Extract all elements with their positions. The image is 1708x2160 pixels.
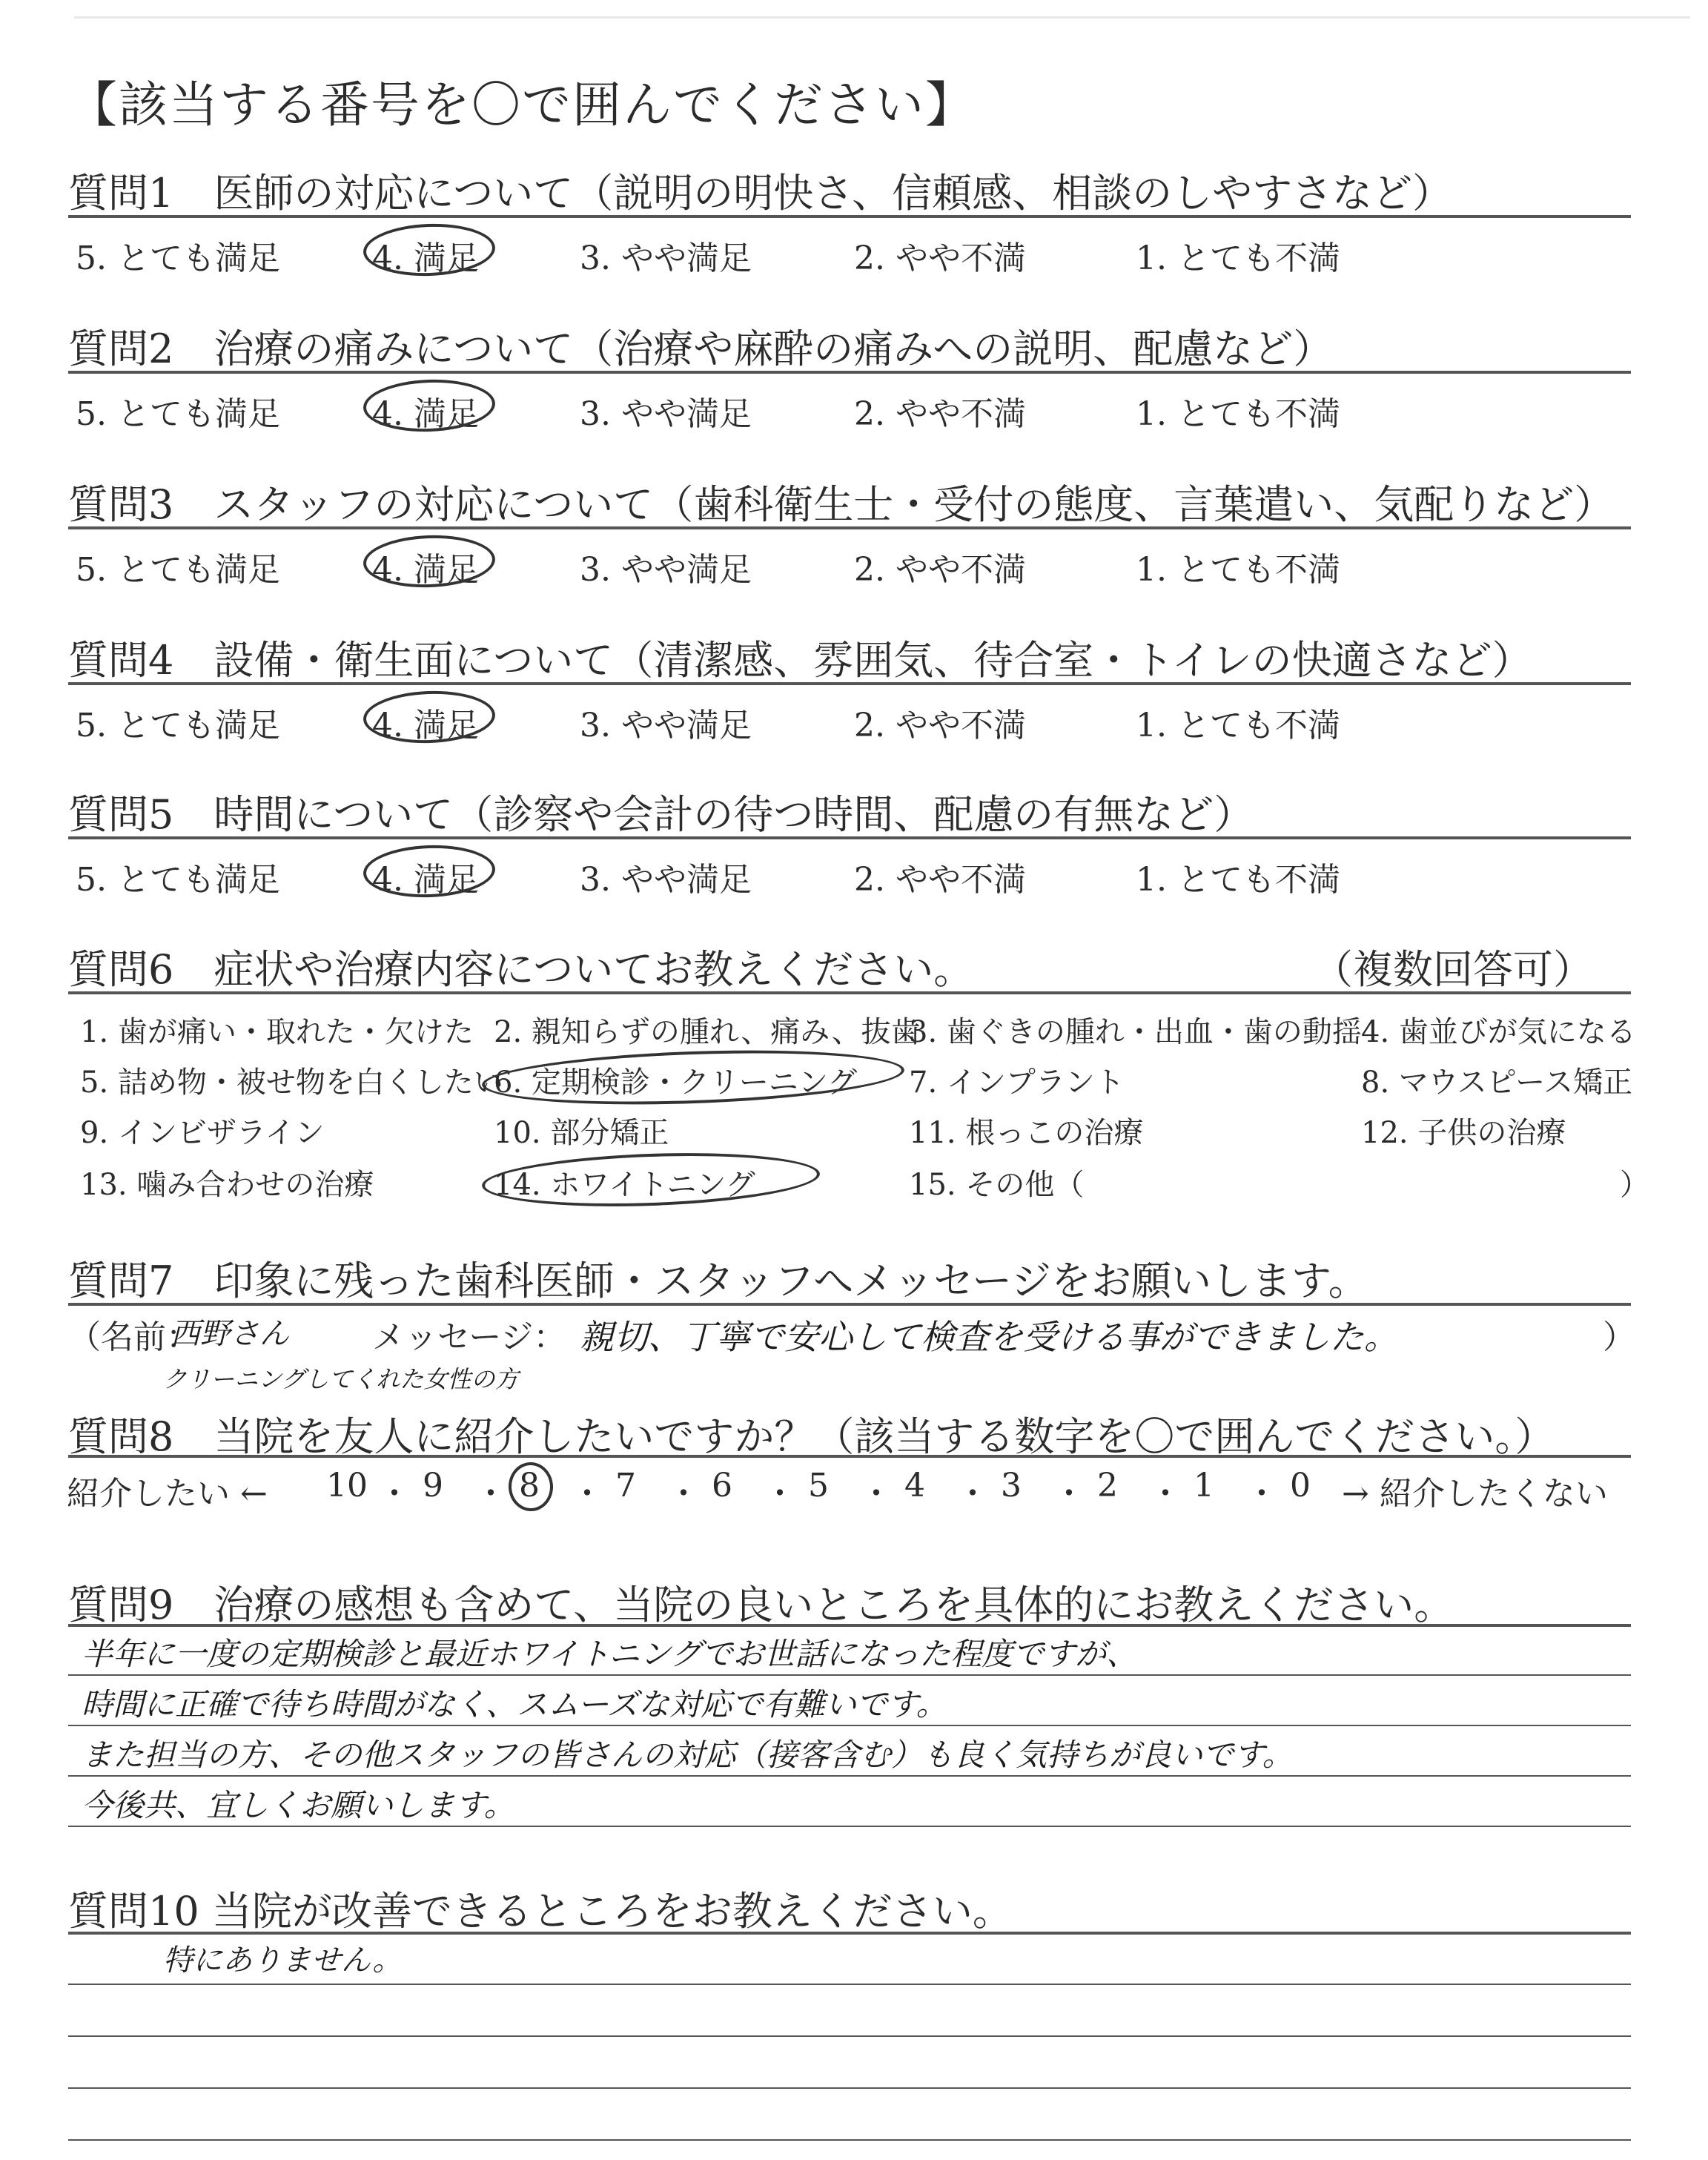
q2-rule	[68, 371, 1631, 374]
q10-answer-rule	[68, 2087, 1631, 2089]
q6-option-1[interactable]: 1. 歯が痛い・取れた・欠けた	[80, 1015, 474, 1049]
q4-options	[68, 690, 1631, 742]
q6-option-8[interactable]: 8. マウスピース矯正	[1361, 1066, 1633, 1100]
q4-option-3[interactable]: 3. やや満足	[580, 707, 752, 744]
q9-answer-line-4: 今後共、宜しくお願いします。	[82, 1787, 515, 1823]
q2-title: 質問2 治療の痛みについて（治療や麻酔の痛みへの説明、配慮など）	[68, 326, 1334, 372]
q1-title: 質問1 医師の対応について（説明の明快さ、信頼感、相談のしやすさなど）	[68, 170, 1453, 217]
q6-option-16: ）	[1620, 1168, 1649, 1202]
q1-rule	[68, 215, 1631, 218]
q6-option-11[interactable]: 11. 根っこの治療	[909, 1116, 1144, 1150]
q8-number-3[interactable]: 3	[1001, 1467, 1022, 1505]
q4-option-5[interactable]: 5. とても満足	[76, 707, 280, 744]
q6-option-14[interactable]: 14. ホワイトニング	[494, 1168, 755, 1202]
q8-number-1[interactable]: 1	[1194, 1467, 1214, 1505]
q5-option-1[interactable]: 1. とても不満	[1136, 861, 1340, 899]
q1-option-4[interactable]: 4. 満足	[372, 240, 479, 277]
q6-rule	[68, 991, 1631, 994]
q3-option-3[interactable]: 3. やや満足	[580, 551, 752, 589]
q2-options	[68, 378, 1631, 433]
q8-separator: ・	[860, 1475, 893, 1513]
q9-answer-line-1: 半年に一度の定期検診と最近ホワイトニングでお世話になった程度ですが、	[82, 1636, 1138, 1672]
q8-separator: ・	[571, 1475, 603, 1513]
q1-option-1[interactable]: 1. とても不満	[1136, 240, 1340, 277]
q8-right-label: → 紹介したくない	[1342, 1475, 1608, 1513]
q6-option-9[interactable]: 9. インビザライン	[80, 1116, 325, 1150]
q3-title: 質問3 スタッフの対応について（歯科衛生士・受付の態度、言葉遣い、気配りなど）	[68, 481, 1615, 528]
q6-note: （複数回答可）	[1313, 946, 1593, 993]
q8-separator: ・	[1053, 1475, 1085, 1513]
q7-name-label: （名前：	[68, 1318, 199, 1356]
q7-name-value: 西野さん	[171, 1317, 289, 1351]
q8-number-2[interactable]: 2	[1097, 1467, 1118, 1505]
q8-number-5[interactable]: 5	[808, 1467, 829, 1505]
q8-number-7[interactable]: 7	[615, 1467, 636, 1505]
selection-circle	[508, 1462, 554, 1512]
q2-option-1[interactable]: 1. とても不満	[1136, 395, 1340, 433]
q10-rule	[68, 1932, 1631, 1935]
q5-option-4[interactable]: 4. 満足	[372, 861, 479, 899]
q3-option-4[interactable]: 4. 満足	[372, 551, 479, 589]
q8-separator: ・	[1245, 1475, 1278, 1513]
page-title: 【該当する番号を〇で囲んでください】	[68, 76, 976, 133]
q8-left-label: 紹介したい ←	[67, 1475, 268, 1513]
q3-option-1[interactable]: 1. とても不満	[1136, 551, 1340, 589]
q8-number-8[interactable]: 8	[519, 1467, 540, 1505]
q8-separator: ・	[956, 1475, 989, 1513]
q4-title: 質問4 設備・衛生面について（清潔感、雰囲気、待合室・トイレの快適さなど）	[68, 637, 1532, 684]
q7-message-value: 親切、丁寧で安心して検査を受ける事ができました。	[580, 1317, 1398, 1357]
q9-answer-rule	[68, 1674, 1631, 1676]
q6-option-15[interactable]: 15. その他（	[909, 1168, 1085, 1202]
q8-title: 質問8 当院を友人に紹介したいですか？（該当する数字を〇で囲んでください。）	[68, 1413, 1555, 1460]
q5-option-2[interactable]: 2. やや不満	[854, 861, 1026, 899]
q5-title: 質問5 時間について（診察や会計の待つ時間、配慮の有無など）	[68, 791, 1254, 838]
q4-rule	[68, 682, 1631, 685]
q8-rule	[68, 1455, 1631, 1458]
q5-options	[68, 844, 1631, 899]
q9-answer-line-3: また担当の方、その他スタッフの皆さんの対応（接客含む）も良く気持ちが良いです。	[82, 1737, 1294, 1773]
q1-option-3[interactable]: 3. やや満足	[580, 240, 752, 277]
q8-number-6[interactable]: 6	[712, 1467, 732, 1505]
q6-option-2[interactable]: 2. 親知らずの腫れ、痛み、抜歯	[494, 1015, 921, 1049]
selection-circle	[481, 1148, 821, 1212]
q10-answer-rule	[68, 2139, 1631, 2141]
top-border	[74, 16, 1690, 19]
q8-separator: ・	[667, 1475, 700, 1513]
q2-option-4[interactable]: 4. 満足	[372, 395, 479, 433]
q6-option-5[interactable]: 5. 詰め物・被せ物を白くしたい	[80, 1066, 503, 1100]
q3-option-2[interactable]: 2. やや不満	[854, 551, 1026, 589]
q1-option-2[interactable]: 2. やや不満	[854, 240, 1026, 277]
q8-separator: ・	[764, 1475, 796, 1513]
q1-option-5[interactable]: 5. とても満足	[76, 240, 280, 277]
q10-answer-rule	[68, 1984, 1631, 1985]
q4-option-4[interactable]: 4. 満足	[372, 707, 479, 744]
q3-options	[68, 534, 1631, 589]
q8-number-0[interactable]: 0	[1290, 1467, 1311, 1505]
q6-option-7[interactable]: 7. インプラント	[909, 1066, 1125, 1100]
q6-option-6[interactable]: 6. 定期検診・クリーニング	[494, 1066, 858, 1100]
q1-options	[68, 222, 1631, 277]
q6-option-3[interactable]: 3. 歯ぐきの腫れ・出血・歯の動揺	[909, 1015, 1362, 1049]
q6-option-13[interactable]: 13. 噛み合わせの治療	[80, 1168, 374, 1202]
q10-answer-line-1: 特にありません。	[163, 1943, 403, 1978]
q3-option-5[interactable]: 5. とても満足	[76, 551, 280, 589]
q10-answer-rule	[68, 2035, 1631, 2037]
q2-option-2[interactable]: 2. やや不満	[854, 395, 1026, 433]
q10-title: 質問10 当院が改善できるところをお教えください。	[68, 1888, 1013, 1935]
q2-option-5[interactable]: 5. とても満足	[76, 395, 280, 433]
q7-message-label: メッセージ：	[372, 1318, 566, 1356]
q9-answer-rule	[68, 1725, 1631, 1726]
q8-number-9[interactable]: 9	[423, 1467, 443, 1505]
q9-answer-line-2: 時間に正確で待ち時間がなく、スムーズな対応で有難いです。	[82, 1686, 947, 1723]
q6-option-10[interactable]: 10. 部分矯正	[494, 1116, 669, 1150]
q4-option-1[interactable]: 1. とても不満	[1136, 707, 1340, 744]
q5-rule	[68, 836, 1631, 839]
q3-rule	[68, 526, 1631, 529]
q8-number-10[interactable]: 10	[326, 1467, 368, 1505]
q7-message-row	[68, 1310, 1635, 1357]
q7-rule	[68, 1303, 1631, 1306]
q9-rule	[68, 1624, 1631, 1627]
q8-separator: ・	[1149, 1475, 1182, 1513]
q8-separator: ・	[474, 1475, 507, 1513]
q8-separator: ・	[378, 1475, 411, 1513]
q5-option-3[interactable]: 3. やや満足	[580, 861, 752, 899]
q2-option-3[interactable]: 3. やや満足	[580, 395, 752, 433]
q5-option-5[interactable]: 5. とても満足	[76, 861, 280, 899]
q6-option-4[interactable]: 4. 歯並びが気になる	[1361, 1015, 1636, 1049]
q7-name-note: クリーニングしてくれた女性の方	[163, 1365, 519, 1393]
q7-close: ）	[1603, 1318, 1635, 1356]
q6-title: 質問6 症状や治療内容についてお教えください。	[68, 946, 974, 993]
q8-number-4[interactable]: 4	[904, 1467, 925, 1505]
q9-title: 質問9 治療の感想も含めて、当院の良いところを具体的にお教えください。	[68, 1582, 1454, 1628]
q9-answer-rule	[68, 1826, 1631, 1827]
q6-option-12[interactable]: 12. 子供の治療	[1361, 1116, 1566, 1150]
q4-option-2[interactable]: 2. やや不満	[854, 707, 1026, 744]
q9-answer-rule	[68, 1775, 1631, 1777]
q7-title: 質問7 印象に残った歯科医師・スタッフへメッセージをお願いします。	[68, 1258, 1368, 1304]
